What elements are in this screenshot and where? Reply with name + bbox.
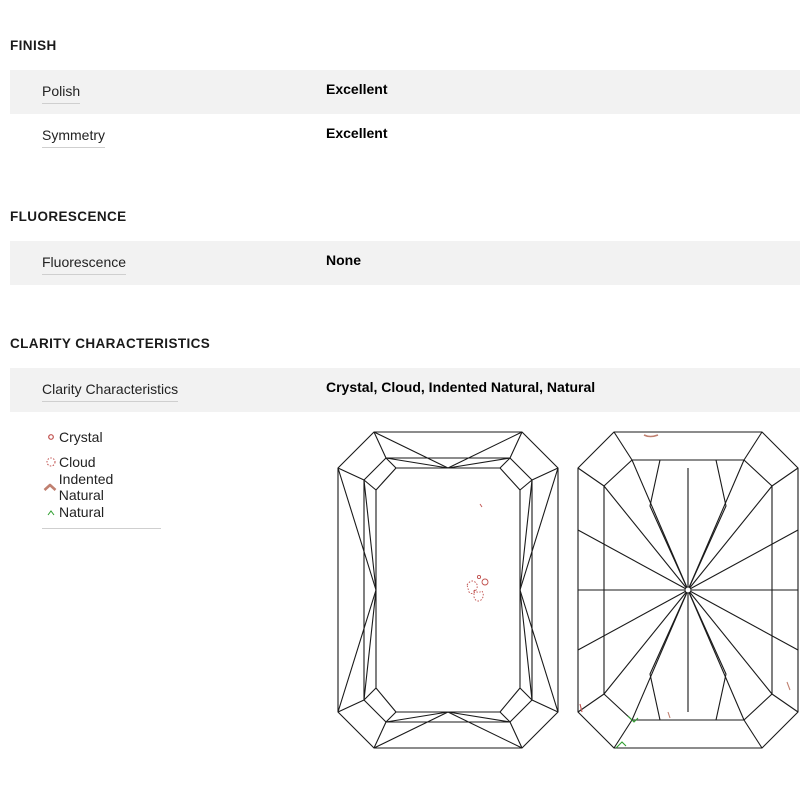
polish-row xyxy=(10,70,800,114)
legend-item-crystal xyxy=(42,424,161,449)
cloud-icon xyxy=(42,456,59,468)
legend-label-cloud: Cloud xyxy=(59,453,96,470)
fluorescence-value: None xyxy=(326,252,361,268)
pavilion-plot-diagram xyxy=(576,430,800,750)
clarity-row xyxy=(10,368,800,412)
clarity-heading: CLARITY CHARACTERISTICS xyxy=(10,336,211,351)
crystal-icon xyxy=(42,432,59,442)
polish-value: Excellent xyxy=(326,81,388,97)
fluorescence-row xyxy=(10,241,800,285)
clarity-legend xyxy=(42,424,161,529)
natural-icon xyxy=(42,507,59,517)
crown-plot-diagram xyxy=(336,430,560,750)
legend-label-crystal: Crystal xyxy=(59,428,103,445)
legend-item-indented-natural xyxy=(42,470,161,503)
symmetry-label: Symmetry xyxy=(42,127,105,148)
fluorescence-heading: FLUORESCENCE xyxy=(10,209,127,224)
legend-label-indented-natural: Indented Natural xyxy=(58,470,114,503)
polish-label: Polish xyxy=(42,83,80,104)
clarity-label: Clarity Characteristics xyxy=(42,381,178,402)
legend-item-natural xyxy=(42,499,161,524)
legend-label-natural: Natural xyxy=(59,503,105,520)
finish-heading: FINISH xyxy=(10,38,57,53)
fluorescence-label: Fluorescence xyxy=(42,254,126,275)
clarity-value: Crystal, Cloud, Indented Natural, Natural xyxy=(326,379,596,395)
symmetry-value: Excellent xyxy=(326,125,388,141)
indented-natural-icon xyxy=(42,482,59,492)
symmetry-row xyxy=(10,114,800,158)
